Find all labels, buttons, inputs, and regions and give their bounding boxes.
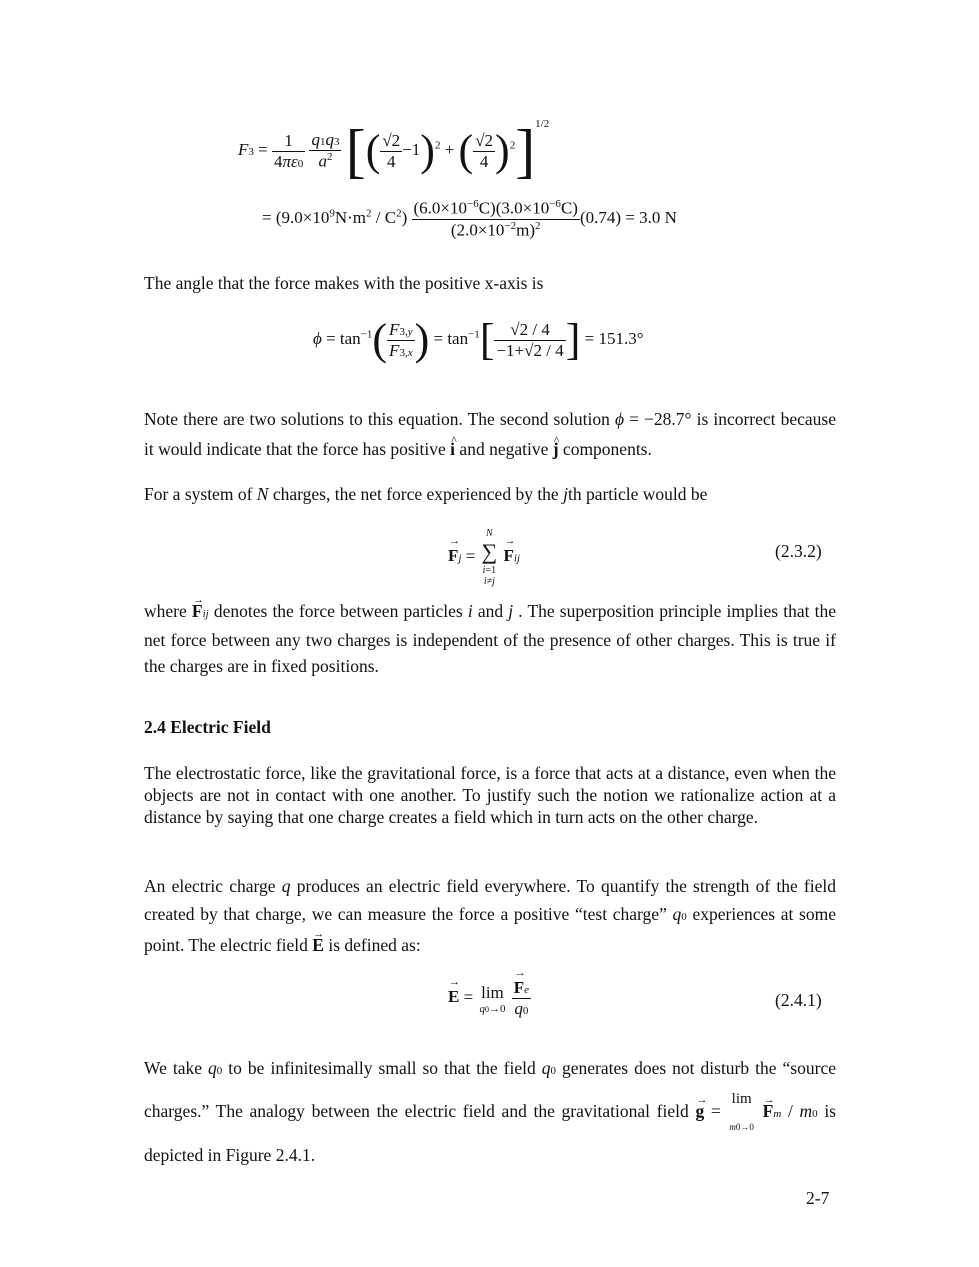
paragraph-system: For a system of N charges, the net force experienced by the jth particle would be xyxy=(144,484,708,504)
equation-2-3-2: → Fj = N ∑ i=1 i≠j → Fij xyxy=(448,528,520,587)
paragraph-take: We take q0 to be infinitesimally small so that the field q0 generates does not disturb the “source charges.” The analogy between the electric field and the gravitational field → g = lim m0→0 → Fm / m0 is depicted in Figure 2.4.1. xyxy=(144,1054,836,1169)
equation-phi: $\phi = \tan^{-1}$( $\frac{F3,y}{F3,x}$ ) = $\tan^{-1}$[ $\frac{√2 / 4}{-1+√2 / 4}$ ] = 151.3° xyxy=(313,315,644,364)
paragraph-where: where → Fij denotes the force between particles i and j . The superposition principle implies that the net force between any two charges is independent of the presence of other charges. This is true if the charges are in fixed positions. xyxy=(144,598,836,679)
equation-number-2-3-2: (2.3.2) xyxy=(775,541,822,561)
paragraph-electrostatic: The electrostatic force, like the gravitational force, is a force that acts at a distance, even when the objects are not in contact with one another. To justify such the notion we rationalize action at a distance by saying that one charge creates a field which in turn acts on the other charge. xyxy=(144,763,836,827)
equation-number-2-4-1: (2.4.1) xyxy=(775,990,822,1010)
page-number: 2-7 xyxy=(806,1188,830,1208)
section-heading: 2.4 Electric Field xyxy=(144,717,271,737)
equation-2-4-1: → E = lim q0→0 → $\frac{Fe}{q0}$ xyxy=(448,978,531,1019)
equation-f3-line1: F3 = $\frac{1}{4\pi\varepsilon 0}$ $\frac{q1q3}{a^2}$ [( $\frac{√2}{4}$ −1)$^2$ + ( $\frac{√2}{4}$ )$^2$]$^{1/2}$ xyxy=(238,118,550,185)
equation-f3-line2: = $(9.0\times 10^9N\cdot m^2 / C^2)$ $\frac{(6.0\times 10^{-6}C)(3.0\times 10^{-6}C)}{(2.0\times 10^{-2}m)^2}$ (0.74) = 3.0 N xyxy=(262,198,677,240)
paragraph-note: Note there are two solutions to this equation. The second solution ϕ = −28.7° is incorrect because it would indicate that the force has positive ^ i and negative ^ j components. xyxy=(144,404,836,464)
paragraph-charge: An electric charge q produces an electric field everywhere. To quantify the strength of the field created by that charge, we can measure the force a positive “test charge” q0 experiences at some point. The electric field → E is defined as: xyxy=(144,872,836,959)
paragraph-angle: The angle that the force makes with the positive x-axis is xyxy=(144,273,544,293)
